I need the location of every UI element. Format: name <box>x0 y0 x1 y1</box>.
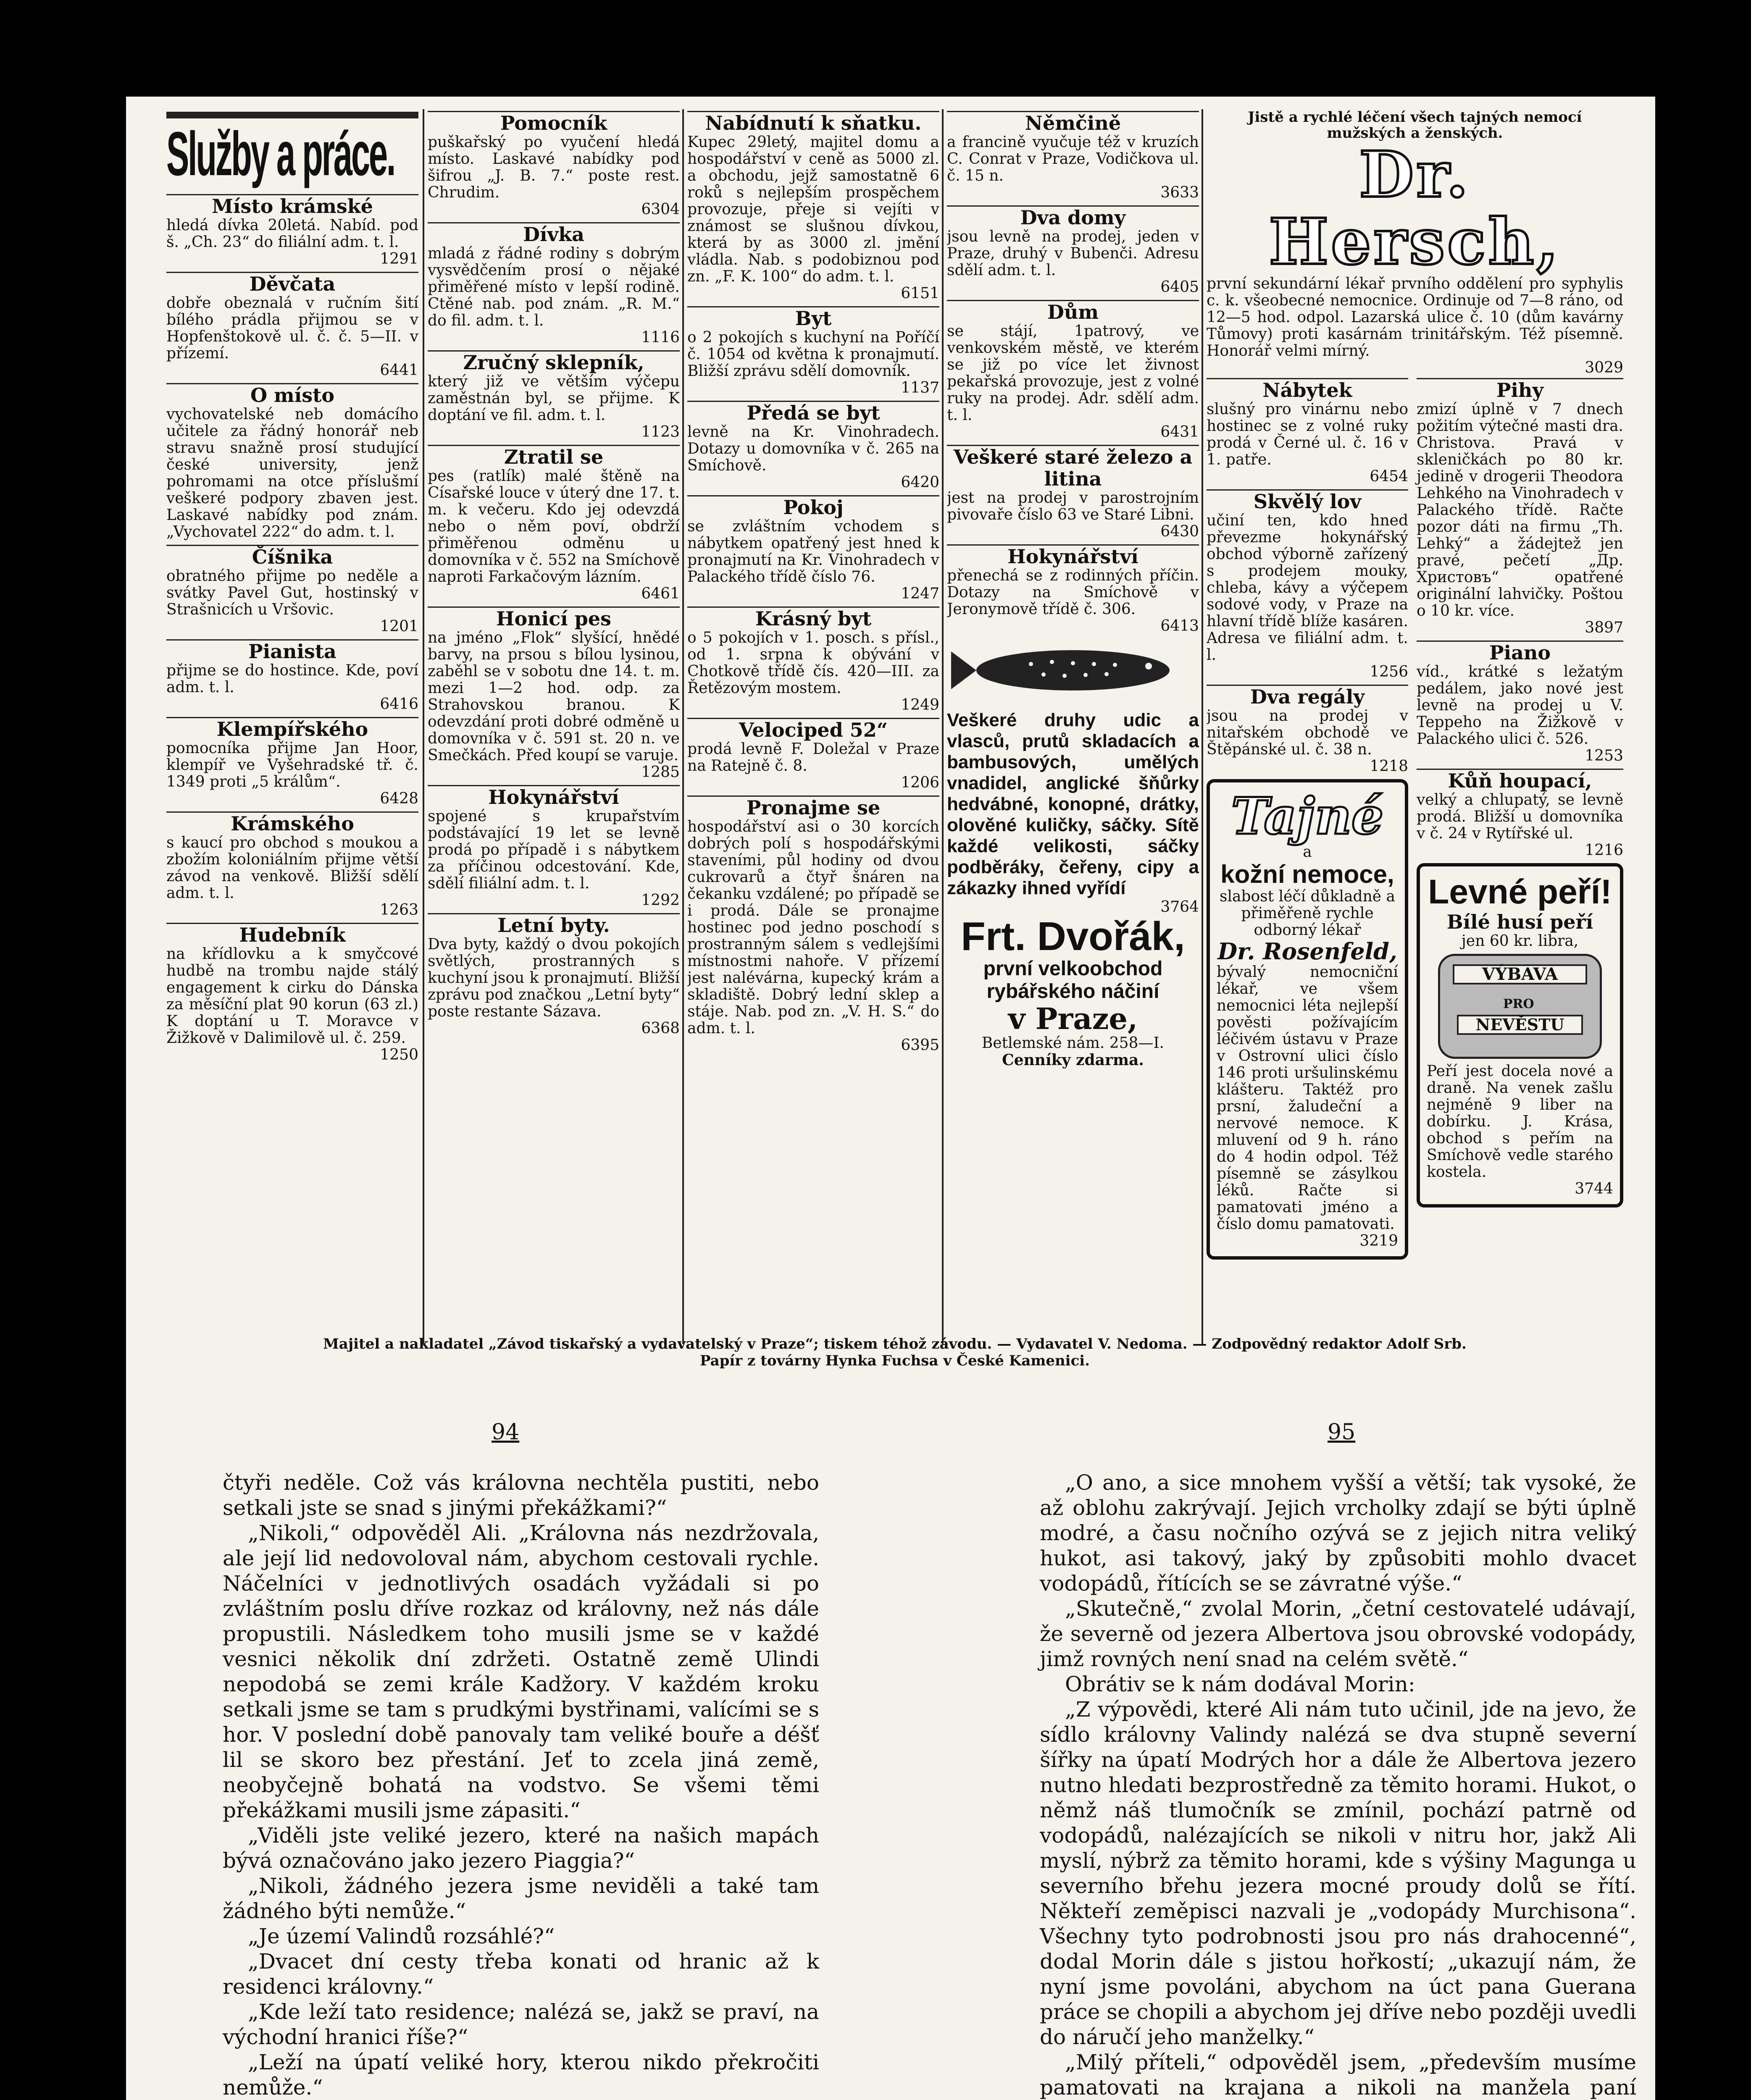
fishing-ad-catalog: Cenníky zdarma. <box>1002 1051 1144 1069</box>
classified-ad <box>1417 769 1623 859</box>
ad-heading: Zručný sklepník, <box>428 350 680 373</box>
ad-number: 1123 <box>641 423 680 441</box>
ad-text: s kaucí pro obchod s moukou a zbožím koloniálním přijme větší závod na venkově. Bližší sdělí adm. t. l. <box>166 834 418 902</box>
fish-illustration <box>947 639 1199 706</box>
ad-heading: Nabídnutí k sňatku. <box>687 111 939 134</box>
classified-ad <box>428 785 680 909</box>
tajne-text-1: slabost léčí důkladně a přiměřeně rychle odborný lékař <box>1220 888 1395 939</box>
ad-text: jsou levně na prodej, jeden v Praze, druhý v Bubenči. Adresu sdělí adm. t. l. <box>947 228 1199 279</box>
newspaper-page <box>126 97 1655 2100</box>
classified-ad <box>687 795 939 1054</box>
ad-number: 6461 <box>641 585 680 602</box>
paragraph: „Viděli jste veliké jezero, které na našich mapách bývá označováno jako jezero Piaggia?“ <box>223 1823 819 1873</box>
ad-number: 1285 <box>641 764 680 781</box>
column-divider <box>423 109 424 1344</box>
ad-heading: Ztratil se <box>428 445 680 468</box>
classified-ad <box>166 923 418 1063</box>
ad-number: 6430 <box>1160 523 1199 540</box>
peri-text: Peří jest docela nové a draně. Na venek zašlu nejméně 9 liber na dobírku. J. Krása, obchod s peřím na Smíchově vedle starého kostela. <box>1427 1063 1613 1181</box>
ad-number: 1263 <box>380 901 418 919</box>
ad-text: vychovatelské neb domácího učitele za řádný honorář neb stravu snažně prosí studující české university, jenž pohromami na otce příslušmí veškeré podpory zbaven jest. Laskavé nabídky pod znám. „Vychovatel 222“ do adm. t. l. <box>166 406 418 541</box>
classified-ad <box>428 913 680 1037</box>
tajne-and: a <box>1303 843 1312 861</box>
tajne-subtitle: kožní nemoce, <box>1220 860 1394 888</box>
ad-text: jest na prodej v parostrojním pivovaře číslo 63 ve Staré Libni. <box>947 489 1199 523</box>
ad-heading: Dům <box>947 300 1199 323</box>
classified-ad <box>1417 640 1623 764</box>
classified-ad <box>166 811 418 919</box>
paragraph: „Je území Valindů rozsáhlé?“ <box>248 1924 555 1948</box>
classified-ad <box>1207 685 1408 775</box>
peri-subtitle: Bílé husí peří <box>1446 911 1593 933</box>
paragraph: „Skutečně,“ zvolal Morin, „četní cestovatelé udávají, že severně od jezera Albertova jsou obrovské vodopády, jimž rovných není snad na celém světě.“ <box>1040 1596 1636 1671</box>
ad-number: 6368 <box>641 1020 680 1037</box>
fishing-ad-desc: první velkoobchod rybářského náčiní <box>983 958 1163 1003</box>
ad-number: 1247 <box>901 585 939 602</box>
ad-text: spojené s krupařstvím podstávající 19 let se levně prodá po případě i s nábytkem za příčinou odcestování. Kde, sdělí filiální adm. t. l. <box>428 808 680 892</box>
imprint-line-2: Papír z továrny Hynka Fuchsa v České Kamenici. <box>699 1352 1090 1369</box>
peri-title: Levné peří! <box>1428 873 1612 911</box>
classified-ad <box>687 306 939 396</box>
classified-ad <box>428 350 680 441</box>
ad-heading: Číšnika <box>166 545 418 568</box>
classified-ad <box>166 545 418 635</box>
ad-heading: Veškeré staré železo a litina <box>947 445 1199 490</box>
hersch-text: první sekundární lékař prvního oddělení pro syphylis c. k. všeobecné nemocnice. Ordinuje od 7—8 ráno, od 12—5 hod. odpol. Lazarská ulice č. 10 (dům kavárny Tůmovy) proti kasárnám trinitářským. Též písemně. Honorář velmi mírný. <box>1207 275 1623 360</box>
package-label: VÝBAVA <box>1453 964 1587 984</box>
ad-number: 3764 <box>1160 898 1199 916</box>
paragraph: „Dvacet dní cesty třeba konati od hranic až k residenci královny.“ <box>223 1949 819 1999</box>
ad-text: Dva byty, každý o dvou pokojích světlých, prostranných s kuchyní jsou k pronajmutí. Bližší zprávu pod značkou „Letní byty“ poste restante Sázava. <box>428 936 680 1020</box>
ad-text: hledá dívka 20letá. Nabíd. pod š. „Ch. 23“ do filiální adm. t. l. <box>166 217 418 251</box>
paragraph: „Z výpovědi, které Ali nám tuto učinil, jde na jevo, že sídlo královny Valindy nalézá se dva stupně severní šířky na úpatí Modrých hor a dále že Albertova jezero nutno hledati bezprostředně za těmito horami. Hukot, o němž náš tlumočník se zmínil, pochází patrně od vodopádů, nalézajících se nikoli v nitru hor, jakž Ali myslí, nýbrž za těmito horami, kde s výšiny Magunga u severního břehu jezera mocné proudy dolů se řítí. Někteří zeměpisci nazvali je „vodopády Murchisona“. Všechny tyto podrobnosti jsou pro nás drahocenné“, dodal Morin dále s jistou hořkostí; „ukazují nám, že nyní jsme povoláni, abychom na úct pana Guerana práce se chopili a abychom jej dříve nebo později uvedli do náručí jeho manželky.“ <box>1040 1697 1636 2049</box>
ad-heading: Hokynářství <box>947 544 1199 567</box>
tajne-title: Tajné <box>1231 787 1384 846</box>
ad-number: 6428 <box>380 790 418 807</box>
ad-number: 1218 <box>1370 758 1408 775</box>
paragraph: „Kde leží tato residence; nalézá se, jakž se praví, na východní hranici říše?“ <box>223 2000 819 2049</box>
tajne-ad <box>1207 779 1408 1260</box>
ads-column-1 <box>166 109 418 1344</box>
ad-text: velký a chlupatý, se levně prodá. Bližší u domovníka v č. 24 v Rytířské ul. <box>1417 791 1623 842</box>
column-rule <box>166 112 418 118</box>
ad-text: se zvláštním vchodem s nábytkem opatřený jest hned k pronajmutí na Kr. Vinohradech v Palackého třídě číslo 76. <box>687 518 939 585</box>
ads-column-2 <box>428 109 680 1344</box>
ad-number: 1216 <box>1585 842 1623 859</box>
classified-ad <box>166 272 418 379</box>
column-divider <box>1202 109 1203 1344</box>
fishing-ad-text: Veškeré druhy udic a vlasců, prutů skladacích a bambusových, umělých vnadidel, anglické šňůrky hedvábné, konopné, drátky, olověné kuličky, sáčky. Sítě každé velikosti, sáčky podběráky, čeřeny, cipy a zákazky ihned vyřídí <box>947 710 1199 898</box>
ad-heading: Dva domy <box>947 205 1199 228</box>
ad-text: prodá levně F. Doležal v Praze na Ratejně č. 8. <box>687 740 939 774</box>
ad-heading: Skvělý lov <box>1207 489 1408 512</box>
classified-ad <box>687 495 939 602</box>
ad-heading: Pianista <box>166 639 418 662</box>
ad-text: přijme se do hostince. Kde, poví adm. t. l. <box>166 662 418 696</box>
ad-heading: Krámského <box>166 811 418 835</box>
classified-ad <box>1207 489 1408 680</box>
ad-heading: Pomocník <box>428 111 680 134</box>
classified-ad <box>428 445 680 602</box>
ad-number: 1291 <box>380 250 418 268</box>
ad-heading: Piano <box>1417 640 1623 664</box>
peri-price: jen 60 kr. libra, <box>1461 932 1579 950</box>
ad-text: hospodářství asi o 30 korcích dobrých polí s hospodářskými staveními, půl hodiny od dvou cukrovarů a čtyř šnáren na čekanku vzdálené; po případě se i prodá. Dále se pronajme hostinec pod jedno poschodí s prostranným sálem s vedlejšími místnostmi nahoře. V přízemí jest nalévárna, kupecký krám a skladiště. Dobrý lední sklep a stáje. Nab. pod zn. „V. H. S.“ do adm. t. l. <box>687 818 939 1037</box>
fishing-ad-address: Betlemské nám. 258—I. <box>981 1034 1165 1052</box>
ads-column-5 <box>1207 109 1623 1344</box>
ad-number: 3219 <box>1359 1232 1398 1250</box>
ad-heading: Letní byty. <box>428 913 680 936</box>
ad-number: 6416 <box>380 696 418 713</box>
hersch-top-line: Jistě a rychlé léčení všech tajných nemocí mužských a ženských. <box>1248 109 1582 142</box>
ad-text: obratného přijme po neděle a svátky Pavel Gut, hostinský v Strašnicích u Vršovic. <box>166 567 418 618</box>
ad-text: a francině vyučuje též v kruzích C. Conrat v Praze, Vodičkova ul. č. 15 n. <box>947 134 1199 184</box>
ad-heading: Klempířského <box>166 717 418 740</box>
classified-ad <box>947 205 1199 296</box>
ad-text: víd., krátké s ležatým pedálem, jako nové jest levně na prodej u V. Teppeho na Žižkově v Palackého ulici č. 526. <box>1417 663 1623 748</box>
column-divider <box>682 109 684 1344</box>
ad-text: o 5 pokojích v 1. posch. s přísl., od 1. srpna k obývání v Chotkově třídě čís. 420—III. za Řetězovým mostem. <box>687 629 939 697</box>
ad-heading: Kůň houpací, <box>1417 769 1623 792</box>
ad-number: 6405 <box>1160 278 1199 296</box>
ad-number: 6151 <box>901 285 939 302</box>
ad-heading: Krásný byt <box>687 606 939 630</box>
ad-heading: Němčině <box>947 111 1199 134</box>
ad-text: na jméno „Flok“ slyšící, hnědé barvy, na prsou s bílou lysinou, zaběhl se v sobotu dne 14. t. m. mezi 1—2 hod. odp. za Strahovskou branou. K odevzdání proti dobré odměně u domovníka v č. 591 st. 20 n. ve Smečkách. Před koupí se varuje. <box>428 629 680 764</box>
peri-ad <box>1417 863 1623 1208</box>
ad-heading: Velociped 52“ <box>687 718 939 741</box>
page-number-94: 94 <box>492 1420 520 1445</box>
ad-number: 3633 <box>1160 184 1199 201</box>
classified-ad <box>947 300 1199 441</box>
section-title: Služby a práce. <box>166 119 395 189</box>
column-divider <box>942 109 944 1344</box>
paragraph: „Leží na úpatí veliké hory, kterou nikdo překročiti nemůže.“ <box>223 2050 819 2100</box>
ad-text: o 2 pokojích s kuchyní na Poříčí č. 1054 od května k pronajmutí. Bližší zprávu sdělí domovník. <box>687 329 939 380</box>
paragraph: „O ano, a sice mnohem vyšší a větší; tak vysoké, že až oblohu zakrývají. Jejich vrcholky zdají se býti úplně modré, a času nočního ozývá se z jejich nitra veliký hukot, asi takový, jaký by způsobiti mohlo dvacet vodopádů, řítících se se závratné výše.“ <box>1040 1470 1636 1596</box>
ad-number: 6420 <box>901 474 939 491</box>
classified-ad <box>687 401 939 491</box>
classified-ad <box>428 606 680 781</box>
ad-heading: Pronajme se <box>687 795 939 819</box>
ad-number: 1253 <box>1585 747 1623 764</box>
ad-heading: Dívka <box>428 222 680 245</box>
ad-heading: Byt <box>687 306 939 329</box>
ad-heading: Předá se byt <box>687 401 939 424</box>
imprint-line-1: Majitel a nakladatel „Závod tiskařský a vydavatelský v Praze“; tiskem téhož závodu. — Vydavatel V. Nedoma. — Zodpovědný redaktor Adolf Srb. <box>323 1336 1467 1352</box>
ad-text: slušný pro vinárnu nebo hostinec se z volné ruky prodá v Černé ul. č. 16 v 1. patře. <box>1207 401 1408 468</box>
advertisement-band <box>166 109 1623 1361</box>
classified-ad <box>947 111 1199 201</box>
ad-text: který již ve větším výčepu zaměstnán byl, se přijme. K doptání ve fil. adm. t. l. <box>428 373 680 424</box>
ad-text: přenechá se z rodinných příčin. Dotazy na Smíchově v Jeronymově třídě č. 306. <box>947 567 1199 618</box>
classified-ad <box>428 111 680 218</box>
ad-number: 1137 <box>901 379 939 396</box>
novel-page-95 <box>1040 1470 1636 2100</box>
ad-text: na křídlovku a k smyčcové hudbě na trombu najde stálý engagement k cirku do Dánska za měsíční plat 90 korun (63 zl.) K doptání u T. Moravce v Žižkově v Dalimilově ul. č. 259. <box>166 945 418 1047</box>
ad-text: dobře obeznalá v ručním šití bílého prádla přijmou se v Hopfenštokově ul. č. č. 5—II. v přízemí. <box>166 294 418 362</box>
classified-ad <box>947 445 1199 540</box>
ad-heading: Nábytek <box>1207 378 1408 401</box>
ad-heading: Pokoj <box>687 495 939 518</box>
ad-number: 1292 <box>641 892 680 909</box>
classified-ad <box>166 717 418 807</box>
ad-number: 6454 <box>1370 468 1408 485</box>
classified-ad <box>687 111 939 302</box>
ad-number: 3029 <box>1585 359 1623 376</box>
ads-column-3 <box>687 109 939 1344</box>
ad-number: 1249 <box>901 696 939 714</box>
classified-ad <box>166 639 418 713</box>
classified-ad <box>428 222 680 346</box>
ad-heading: Děvčata <box>166 272 418 295</box>
paragraph: čtyři neděle. Což vás královna nechtěla pustiti, nebo setkali jste se snad s jinými překážkami?“ <box>223 1470 819 1520</box>
ad-text: jsou na prodej v nitařském obchodě ve Štěpánské ul. č. 38 n. <box>1207 707 1408 758</box>
ad-number: 1201 <box>380 618 418 635</box>
ad-number: 6395 <box>901 1037 939 1054</box>
classified-ad <box>166 383 418 541</box>
ad-text: pes (ratlík) malé štěně na Císařské louce v úterý dne 17. t. m. k večeru. Kdo jej odevzdá nebo o něm poví, obdrží přiměřenou odměnu u domovníka v č. 552 na Smíchově naproti Farkačovým lázním. <box>428 467 680 585</box>
ad-number: 1250 <box>380 1046 418 1063</box>
page-number-95: 95 <box>1328 1420 1356 1445</box>
ad-number: 1206 <box>901 774 939 791</box>
ads-column-4 <box>947 109 1199 1344</box>
ad-heading: Honicí pes <box>428 606 680 630</box>
ad-number: 1256 <box>1370 663 1408 680</box>
classified-ad <box>687 718 939 791</box>
ad-number: 6441 <box>380 362 418 379</box>
ad-number: 6304 <box>641 201 680 218</box>
classified-ad <box>1417 378 1623 636</box>
ad-text: levně na Kr. Vinohradech. Dotazy u domovníka v č. 265 na Smíchově. <box>687 423 939 474</box>
imprint-footer <box>166 1336 1623 1369</box>
tajne-doctor: Dr. Rosenfeld, <box>1217 938 1397 965</box>
ad-text: Kupec 29letý, majitel domu a hospodářství v ceně as 5000 zl. a obchodu, jejž samostatně 6 roků s nejlepším prospěchem provozuje, přeje si vejíti v známost se slušnou dívkou, která by as 3000 zl. jmění vládla. Nab. s podobiznou pod zn. „F. K. 100“ do adm. t. l. <box>687 134 939 285</box>
paragraph: „Nikoli,“ odpověděl Ali. „Královna nás nezdržovala, ale její lid nedovoloval nám, abychom cestovali rychle. Náčelníci v jednotlivých osadách vyžádali si po zvláštním poslu dříve rozkaz od královny, než nás dále propustili. Následkem toho musili jsme se v každé vesnici několik dní zdržeti. Ostatně země Ulindi nepodobá se zemi krále Kadžory. V každém kroku setkali jsme se tam s prudkými bystřinami, valícími se s hor. V poslední době panovaly tam veliké bouře a déšť lil se skoro bez přestání. Jeť to zcela jiná země, neobyčejně bohatá na vodstvo. Se všemi těmi překážkami musili jsme zápasiti.“ <box>223 1521 819 1822</box>
classified-ad <box>687 606 939 714</box>
ad-heading: O místo <box>166 383 418 406</box>
ads-subcolumn-right <box>1417 376 1623 1211</box>
ad-text: pomocníka přijme Jan Hoor, klempíř ve Vyšehradské tř. č. 1349 proti „5 králům“. <box>166 740 418 790</box>
ad-text: zmizí úplně v 7 dnech požitím výtečné masti dra. Christova. Pravá v skleničkách po 80 kr. jedině v drogerii Theodora Lehkého na Vinohradech v Palackého třídě. Račte pozor dáti na firmu „Th. Lehký“ a žádejtež jen pravé, pečetí „Др. Христовъ“ opatřené originální lahvičky. Poštou o 10 kr. více. <box>1417 401 1623 620</box>
paragraph: Obrátiv se k nám dodával Morin: <box>1065 1672 1415 1696</box>
paragraph: „Milý příteli,“ odpověděl jsem, „především musíme pamatovati na krajana a nikoli na manžela paní <box>1040 2050 1636 2100</box>
ad-heading: Místo krámské <box>166 194 418 217</box>
ad-number: 6413 <box>1160 617 1199 635</box>
paragraph: „Nikoli, žádného jezera jsme neviděli a také tam žádného býti nemůže.“ <box>223 1874 819 1923</box>
feather-package-illustration <box>1438 954 1602 1059</box>
ad-text: puškařský po vyučení hledá místo. Laskavé nabídky pod šifrou „J. B. 7.“ poste rest. Chrudim. <box>428 134 680 201</box>
classified-ad <box>1207 378 1408 485</box>
ad-text: učiní ten, kdo hned převezme hokynářský obchod výborně zařízený s prodejem mouky, chleba, kávy a výčepem sodové vody, v Praze na hlavní třídě blíže kasáren. Adresa ve filiální adm. t. l. <box>1207 512 1408 664</box>
package-label: PRO <box>1503 997 1534 1011</box>
ad-heading: Hokynářství <box>428 785 680 808</box>
ad-heading: Dva regály <box>1207 685 1408 708</box>
fishing-ad-firm: Frt. Dvořák, <box>961 914 1185 959</box>
ad-number: 3744 <box>1575 1180 1613 1197</box>
tajne-text-2: bývalý nemocniční lékař, ve všem nemocnici léta nejlepší pověsti požívajícím léčivém ústavu v Praze v Ostrovní ulici číslo 146 proti uršulinskému klášteru. Taktéž pro prsní, žaludeční a nervové nemoce. K mluvení od 9 h. ráno do 4 hodin odpol. Též písemně se zásylkou léků. Račte si pamatovati jméno a číslo domu pamatovati. <box>1217 963 1398 1233</box>
hersch-name: Dr. Hersch, <box>1269 138 1561 279</box>
ad-number: 3897 <box>1585 619 1623 636</box>
fishing-ad-city: v Praze, <box>1008 1001 1138 1036</box>
classified-ad <box>166 194 418 268</box>
ad-text: se stájí, 1patrový, ve venkovském městě, ve kterém se již po více let živnost pekařská provozuje, jest z volné ruky na prodej. Adr. sdělí adm. t. l. <box>947 323 1199 424</box>
ads-subcolumn-left <box>1207 376 1408 1263</box>
package-label: NEVĚSTU <box>1457 1015 1583 1035</box>
ad-number: 6431 <box>1160 423 1199 441</box>
ad-text: mladá z řádné rodiny s dobrým vysvědčením prosí o nějaké přiměřené místo v lepší rodině. Ctěné nab. pod znám. „R. M.“ do fil. adm. t. l. <box>428 245 680 329</box>
ad-heading: Hudebník <box>166 923 418 946</box>
ad-heading: Pihy <box>1417 378 1623 401</box>
novel-page-94 <box>223 1470 819 2100</box>
ad-number: 1116 <box>641 329 680 346</box>
classified-ad <box>947 544 1199 635</box>
